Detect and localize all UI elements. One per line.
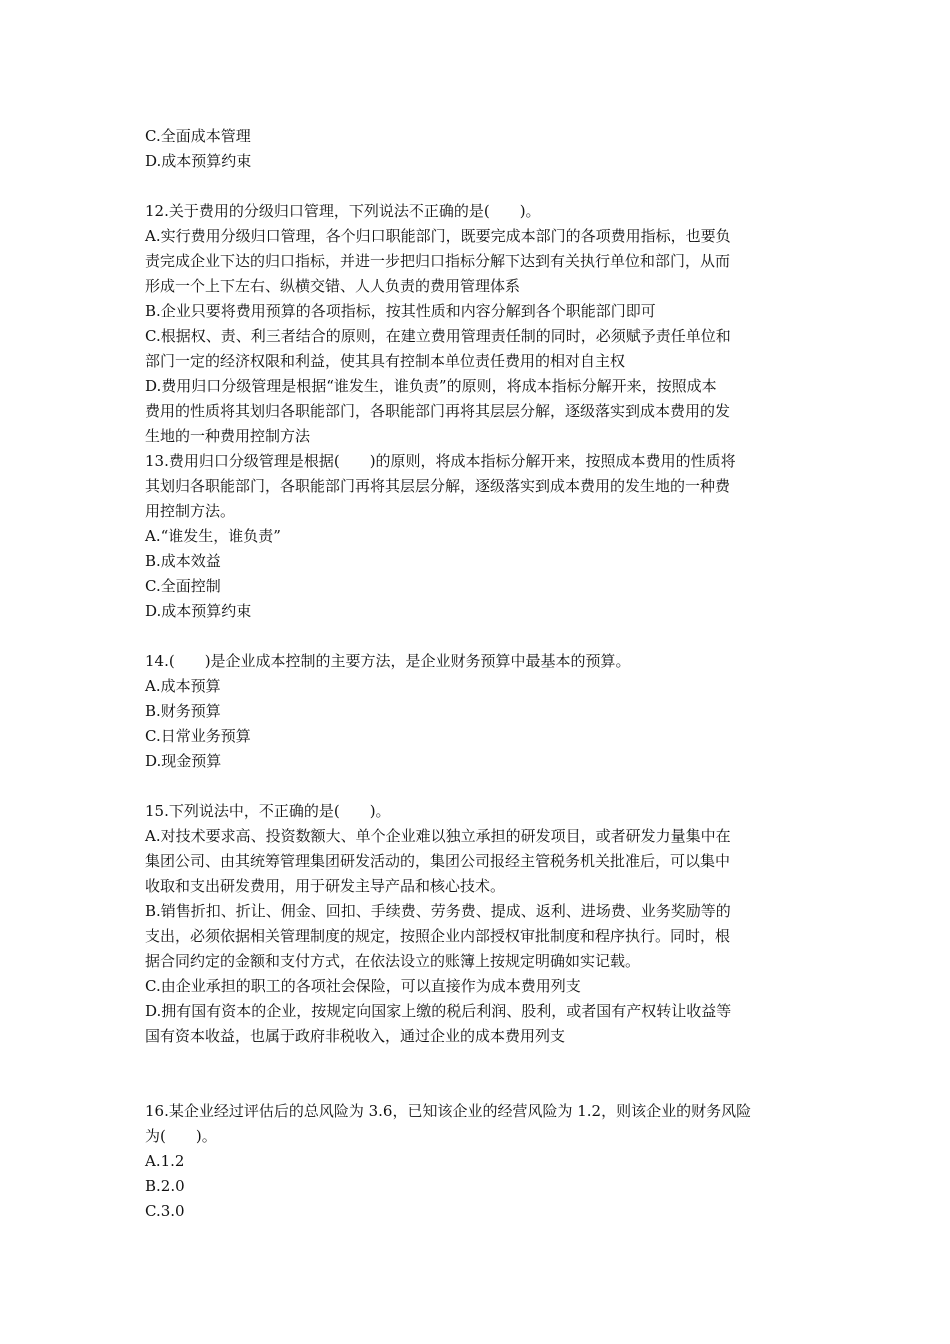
q16-option-b: B.2.0 — [145, 1177, 185, 1195]
q15-stem: 15.下列说法中，不正确的是( )。 — [145, 802, 391, 820]
q12-option-a-line-2: 责完成企业下达的归口指标，并进一步把归口指标分解下达到有关执行单位和部门，从而 — [145, 252, 731, 270]
q13-option-b: B.成本效益 — [145, 552, 221, 570]
q12-option-d-line-2: 费用的性质将其划归各职能部门，各职能部门再将其层层分解，逐级落实到成本费用的发 — [145, 402, 731, 420]
q12-option-b: B.企业只要将费用预算的各项指标，按其性质和内容分解到各个职能部门即可 — [145, 302, 656, 320]
q12-option-d-line-1: D.费用归口分级管理是根据“谁发生，谁负责”的原则，将成本指标分解开来，按照成本 — [145, 377, 717, 395]
q16-option-a: A.1.2 — [145, 1152, 185, 1170]
q15-option-b-line-3: 据合同约定的金额和支付方式，在依法设立的账簿上按规定明确如实记载。 — [145, 952, 641, 970]
q12-option-c-line-2: 部门一定的经济权限和利益，使其具有控制本单位责任费用的相对自主权 — [145, 352, 626, 370]
q13-option-a: A.“谁发生，谁负责” — [145, 527, 281, 545]
q11-option-d: D.成本预算约束 — [145, 152, 252, 170]
q11-option-c: C.全面成本管理 — [145, 127, 251, 145]
q13-option-d: D.成本预算约束 — [145, 602, 252, 620]
q12-option-a-line-1: A.实行费用分级归口管理，各个归口职能部门，既要完成本部门的各项费用指标，也要负 — [145, 227, 731, 245]
q15-option-d-line-1: D.拥有国有资本的企业，按规定向国家上缴的税后利润、股利，或者国有产权转让收益等 — [145, 1002, 732, 1020]
q13-stem-line-2: 其划归各职能部门，各职能部门再将其层层分解，逐级落实到成本费用的发生地的一种费 — [145, 477, 731, 495]
q14-option-d: D.现金预算 — [145, 752, 222, 770]
q15-option-a-line-1: A.对技术要求高、投资数额大、单个企业难以独立承担的研发项目，或者研发力量集中在 — [145, 827, 731, 845]
spacer — [145, 1049, 810, 1099]
spacer — [145, 624, 810, 649]
q14-stem: 14.( )是企业成本控制的主要方法，是企业财务预算中最基本的预算。 — [145, 652, 631, 670]
q15-option-d-line-2: 国有资本收益，也属于政府非税收入，通过企业的成本费用列支 — [145, 1027, 566, 1045]
q13-stem-line-1: 13.费用归口分级管理是根据( )的原则，将成本指标分解开来，按照成本费用的性质将 — [145, 452, 736, 470]
q15-option-c: C.由企业承担的职工的各项社会保险，可以直接作为成本费用列支 — [145, 977, 581, 995]
q15-option-a-line-3: 收取和支出研发费用，用于研发主导产品和核心技术。 — [145, 877, 506, 895]
q16-option-c: C.3.0 — [145, 1202, 185, 1220]
q12-option-c-line-1: C.根据权、责、利三者结合的原则，在建立费用管理责任制的同时，必须赋予责任单位和 — [145, 327, 731, 345]
q15-option-a-line-2: 集团公司、由其统筹管理集团研发活动的，集团公司报经主管税务机关批准后，可以集中 — [145, 852, 731, 870]
q14-option-c: C.日常业务预算 — [145, 727, 251, 745]
q15-option-b-line-1: B.销售折扣、折让、佣金、回扣、手续费、劳务费、提成、返利、进场费、业务奖励等的 — [145, 902, 731, 920]
q12-stem: 12.关于费用的分级归口管理，下列说法不正确的是( )。 — [145, 202, 541, 220]
q16-stem-line-2: 为( )。 — [145, 1127, 217, 1145]
document-page — [145, 124, 810, 1224]
q13-option-c: C.全面控制 — [145, 577, 221, 595]
q14-option-a: A.成本预算 — [145, 677, 221, 695]
q13-stem-line-3: 用控制方法。 — [145, 502, 236, 520]
q12-option-d-line-3: 生地的一种费用控制方法 — [145, 427, 311, 445]
spacer — [145, 174, 810, 199]
q15-option-b-line-2: 支出，必须依据相关管理制度的规定，按照企业内部授权审批制度和程序执行。同时，根 — [145, 927, 731, 945]
q14-option-b: B.财务预算 — [145, 702, 221, 720]
spacer — [145, 774, 810, 799]
q16-stem-line-1: 16.某企业经过评估后的总风险为 3.6，已知该企业的经营风险为 1.2，则该企业的财务风险 — [145, 1102, 752, 1120]
q12-option-a-line-3: 形成一个上下左右、纵横交错、人人负责的费用管理体系 — [145, 277, 521, 295]
